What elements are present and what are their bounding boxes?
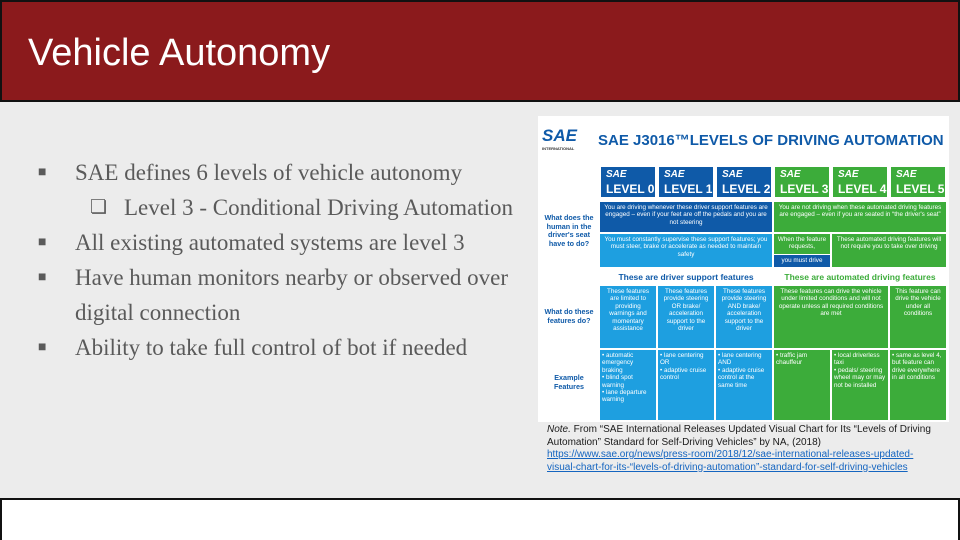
level-label: LEVEL 3 [780,182,829,196]
figure-header [538,116,949,164]
level-1-header [658,166,714,198]
level-0-header [600,166,656,198]
sae-logo [542,126,577,151]
sae-logo-sub: INTERNATIONAL [542,146,575,151]
level-mini-logo: SAE [606,169,627,180]
example-cell-level-2: • lane centering AND • adaptive cruise control at the same time [716,350,772,420]
sub-bullet-marker: ❏ [90,197,108,218]
feature-requests-cell: When the feature requests, [774,234,830,254]
bullet-marker: ■ [38,340,47,355]
human-not-driving-cell: You are not driving when these automated driving features are engaged – even if you are seated in “the driver's seat” [774,202,946,232]
level-5-header [890,166,946,198]
bullet-text: All existing automated systems are level 3 [75,230,465,255]
band-driver-support: These are driver support features [618,272,754,282]
level-3-header [774,166,830,198]
bullet-text: SAE defines 6 levels of vehicle autonomy [75,160,463,185]
bullet-item [38,225,518,260]
level-mini-logo: SAE [896,169,917,180]
bullet-item [38,155,518,190]
bullet-text: Ability to take full control of bot if needed [75,335,468,360]
figure-title: SAE J3016™LEVELS OF DRIVING AUTOMATION [598,132,944,149]
feature-cell-level-3-4: These features can drive the vehicle under limited conditions and will not operate unless all required conditions are met [774,286,888,348]
example-cell-level-1: • lane centering OR • adaptive cruise control [658,350,714,420]
you-must-drive-cell: you must drive [774,255,830,267]
level-label: LEVEL 5 [896,182,945,196]
supervise-cell: You must constantly supervise these support features; you must steer, brake or accelerate as needed to maintain safety [600,234,772,267]
source-link[interactable]: https://www.sae.org/news/press-room/2018/12/sae-international-releases-updated-visual-chart-for-its-“levels-of-driving-automation”-standard-for-self-driving-vehicles [547,449,914,473]
row-question-human: What does the human in the driver's seat have to do? [544,213,594,248]
level-label: LEVEL 0 [606,182,655,196]
bullet-list [38,155,518,365]
example-cell-level-0: • automatic emergency braking • blind spot warning • lane departure warning [600,350,656,420]
level-mini-logo: SAE [838,169,859,180]
level-2-header [716,166,772,198]
level-label: LEVEL 4 [838,182,887,196]
note-text: From “SAE International Releases Updated Visual Chart for Its “Levels of Driving Automation” Standard for Self-Driving Vehicles” by NA, (2018) [547,424,931,448]
row-question-features: What do these features do? [544,307,594,325]
sae-levels-figure [538,116,949,422]
title-bar [0,0,960,102]
figure-note [547,424,942,474]
sub-bullet-text: Level 3 - Conditional Driving Automation [124,195,514,220]
example-cell-level-4: • local driverless taxi • pedals/ steering wheel may or may not be installed [832,350,888,420]
level-mini-logo: SAE [664,169,685,180]
bottom-text-box [0,498,960,540]
row-question-examples: Example Features [554,373,584,391]
sae-logo-text: SAE [542,126,577,145]
band-automated: These are automated driving features [784,272,936,282]
note-label: Note. [547,424,571,435]
example-cell-level-5: • same as level 4, but feature can drive everywhere in all conditions [890,350,946,420]
level-label: LEVEL 1 [664,182,713,196]
bullet-item [38,330,518,365]
no-takeover-cell: These automated driving features will not require you to take over driving [832,234,946,267]
slide-title: Vehicle Autonomy [28,32,331,74]
bullet-text: Have human monitors nearby or observed over digital connection [75,265,509,325]
feature-cell-level-2: These features provide steering AND brake/ acceleration support to the driver [716,286,772,348]
sub-bullet-item [38,190,518,225]
bullet-marker: ■ [38,270,47,285]
feature-cell-level-1: These features provide steering OR brake/ acceleration support to the driver [658,286,714,348]
bullet-marker: ■ [38,165,47,180]
feature-cell-level-5: This feature can drive the vehicle under all conditions [890,286,946,348]
level-label: LEVEL 2 [722,182,771,196]
level-mini-logo: SAE [780,169,801,180]
example-cell-level-3: • traffic jam chauffeur [774,350,830,420]
bullet-item [38,260,518,330]
feature-cell-level-0: These features are limited to providing warnings and momentary assistance [600,286,656,348]
bullet-marker: ■ [38,235,47,250]
level-4-header [832,166,888,198]
level-mini-logo: SAE [722,169,743,180]
human-driving-cell: You are driving whenever these driver support features are engaged – even if your feet are off the pedals and you are not steering [600,202,772,232]
